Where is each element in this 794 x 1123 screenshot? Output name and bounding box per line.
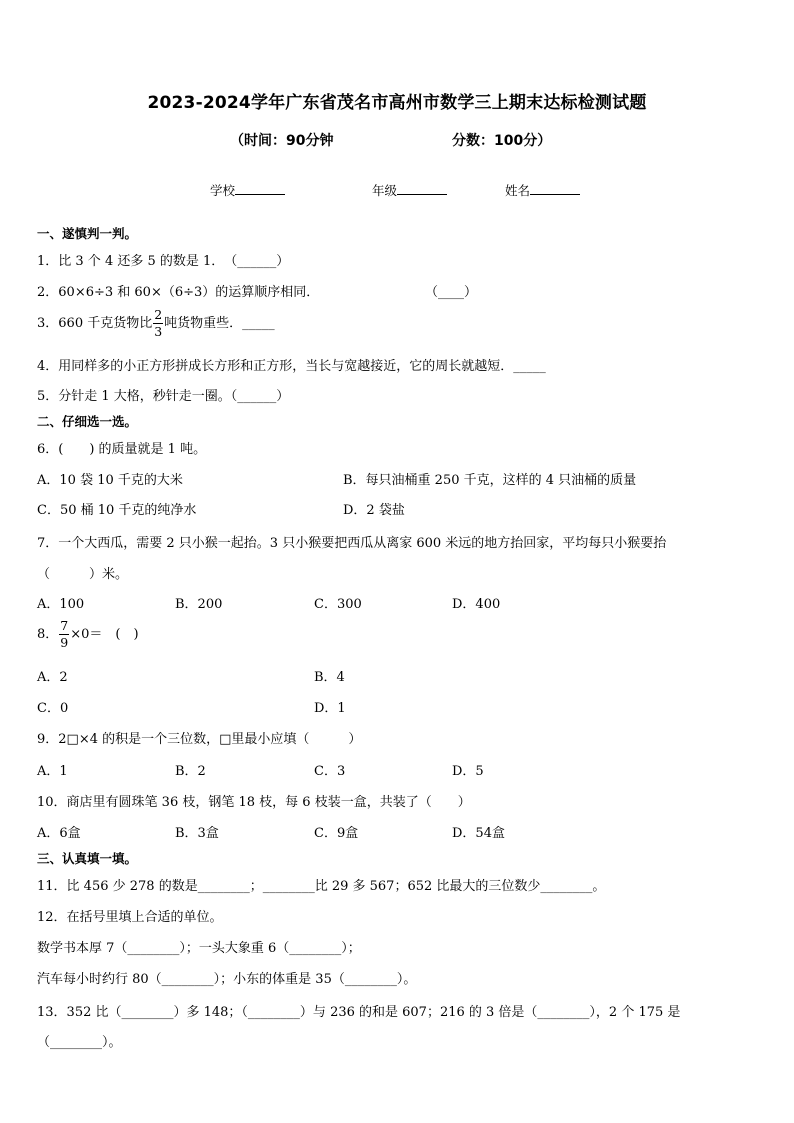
- q6-option-b: B．每只油桶重 250 千克，这样的 4 只油桶的质量: [343, 473, 637, 488]
- q9-option-c: C．3: [314, 764, 346, 779]
- q6-option-c: C．50 桶 10 千克的纯净水: [37, 503, 197, 518]
- question-10: 10．商店里有圆珠笔 36 枝，钢笔 18 枝，每 6 枝装一盒，共装了（ ）: [37, 795, 471, 810]
- class-label: 年级: [372, 183, 398, 198]
- fraction-seven-ninths: [59, 620, 69, 649]
- question-3: [37, 309, 275, 338]
- q10-option-d: D．54盒: [452, 826, 505, 841]
- school-field: [210, 181, 285, 199]
- q8-option-c: C．0: [37, 701, 69, 716]
- q10-option-a: A．6盒: [37, 826, 81, 841]
- fraction-numerator: 7: [60, 618, 69, 633]
- question-9: 9．2□×4 的积是一个三位数，□里最小应填（ ）: [37, 732, 362, 747]
- section-heading-judge: 一、遂慎判一判。: [37, 226, 138, 241]
- question-11: 11．比 456 少 278 的数是________；________比 29 多 567；652 比最大的三位数少________。: [37, 879, 606, 894]
- q10-option-c: C．9盒: [314, 826, 359, 841]
- question-8: [37, 620, 139, 649]
- q8-option-d: D．1: [314, 701, 346, 716]
- q7-option-a: A．100: [37, 597, 85, 612]
- question-8-post: ×0＝ ( ): [70, 627, 139, 642]
- page-title: 2023-2024学年广东省茂名市高州市数学三上期末达标检测试题: [147, 93, 647, 113]
- fraction-numerator: 2: [154, 307, 163, 322]
- question-3-pre: 3．660 千克货物比: [37, 316, 153, 331]
- q9-option-a: A．1: [37, 764, 68, 779]
- q9-option-b: B．2: [175, 764, 206, 779]
- section-heading-fill: 三、认真填一填。: [37, 851, 138, 866]
- q9-option-d: D．5: [452, 764, 484, 779]
- exam-score: 分数：100分）: [452, 133, 552, 149]
- question-8-pre: 8．: [37, 627, 59, 642]
- name-blank[interactable]: [530, 182, 580, 195]
- class-blank[interactable]: [397, 182, 447, 195]
- question-4: 4．用同样多的小正方形拼成长方形和正方形，当长与宽越接近，它的周长就越短．_____: [37, 359, 546, 374]
- exam-time: （时间：90分钟: [230, 133, 334, 149]
- question-1: 1．比 3 个 4 还多 5 的数是 1． （______）: [37, 254, 290, 269]
- question-7: 7．一个大西瓜，需要 2 只小猴一起抬。3 只小猴要把西瓜从离家 600 米远的地方抬回家，平均每只小猴要抬: [37, 536, 667, 551]
- section-heading-choose: 二、仔细选一选。: [37, 414, 138, 429]
- question-2-blank: （____）: [425, 285, 478, 300]
- fraction-denominator: 9: [60, 634, 69, 650]
- school-blank[interactable]: [235, 182, 285, 195]
- question-12: 12．在括号里填上合适的单位。: [37, 910, 223, 925]
- question-13: 13．352 比（________）多 148；（________）与 236 的和是 607；216 的 3 倍是（________），2 个 175 是: [37, 1005, 681, 1020]
- question-5: 5．分针走 1 大格，秒针走一圈。（______）: [37, 389, 290, 404]
- question-6: 6．( ) 的质量就是 1 吨。: [37, 442, 207, 457]
- question-13-cont: （________）。: [37, 1035, 122, 1050]
- q10-option-b: B．3盒: [175, 826, 219, 841]
- q6-option-a: A．10 袋 10 千克的大米: [37, 473, 183, 488]
- school-label: 学校: [210, 183, 236, 198]
- q6-option-d: D．2 袋盐: [343, 503, 405, 518]
- q8-option-a: A．2: [37, 670, 68, 685]
- q7-option-b: B．200: [175, 597, 223, 612]
- question-7-cont: （ ）米。: [37, 567, 129, 582]
- name-field: [505, 181, 580, 199]
- fraction-two-thirds: [153, 309, 163, 338]
- question-2: 2．60×6÷3 和 60×（6÷3）的运算顺序相同．: [37, 285, 320, 300]
- question-12-line-2: 汽车每小时约行 80（________）；小东的体重是 35（________）。: [37, 972, 417, 987]
- question-3-post: 吨货物重些．_____: [164, 316, 275, 331]
- q8-option-b: B．4: [314, 670, 345, 685]
- name-label: 姓名: [505, 183, 531, 198]
- q7-option-d: D．400: [452, 597, 501, 612]
- fraction-denominator: 3: [154, 323, 163, 339]
- question-12-line-1: 数学书本厚 7（________）；一头大象重 6（________）；: [37, 941, 361, 956]
- q7-option-c: C．300: [314, 597, 362, 612]
- class-field: [372, 181, 447, 199]
